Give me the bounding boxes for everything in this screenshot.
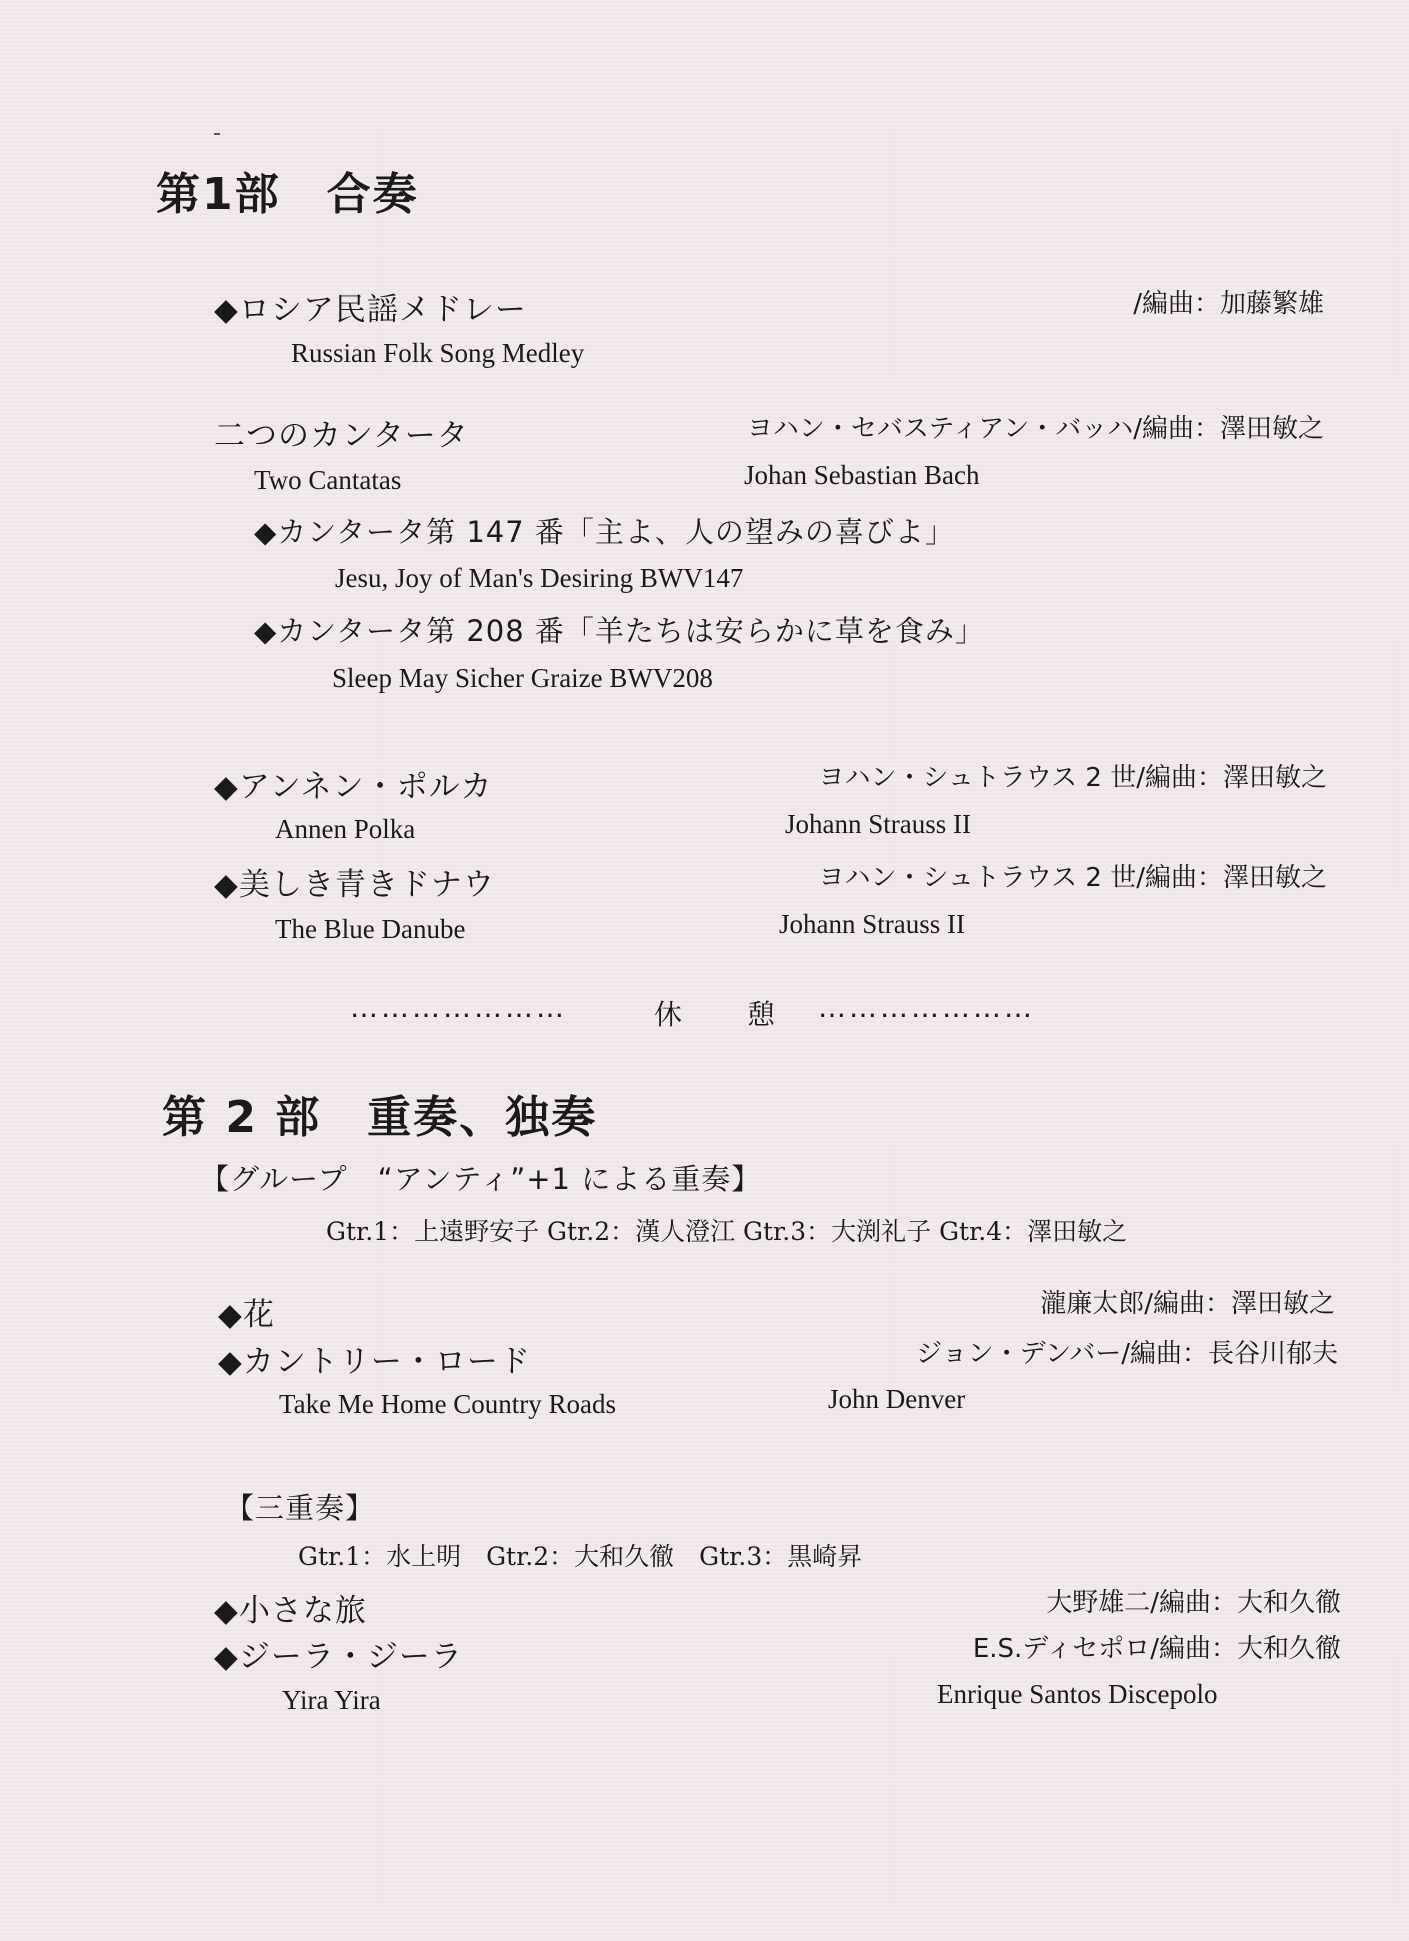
cantata147-title: ◆カンタータ第 147 番「主よ、人の望みの喜びよ」	[254, 515, 955, 549]
yira-credit-en: Enrique Santos Discepolo	[937, 1679, 1218, 1709]
danube-credit: ヨハン・シュトラウス 2 世/編曲：澤田敏之	[818, 863, 1327, 893]
part2-title: 第 2 部 重奏、独奏	[162, 1092, 598, 1143]
group2-heading: 【三重奏】	[225, 1491, 376, 1525]
country-credit-en: John Denver	[828, 1384, 966, 1414]
cantata208-en: Sleep May Sicher Graize BWV208	[332, 663, 713, 693]
country-credit: ジョン・デンバー/編曲：長谷川郁夫	[916, 1339, 1338, 1369]
group1-members: Gtr.1：上遠野安子 Gtr.2：漢人澄江 Gtr.3：大渕礼子 Gtr.4：澤田敏之	[326, 1217, 1128, 1246]
cantata147-en: Jesu, Joy of Man's Desiring BWV147	[335, 563, 744, 593]
print-speck	[214, 133, 220, 135]
hana-title: ◆花	[218, 1297, 275, 1333]
intermission-dots-left: …………………	[350, 991, 567, 1024]
annen-credit: ヨハン・シュトラウス 2 世/編曲：澤田敏之	[818, 763, 1327, 793]
danube-credit-en: Johann Strauss II	[779, 909, 965, 939]
danube-title: ◆美しき青きドナウ	[214, 867, 495, 903]
annen-en: Annen Polka	[275, 814, 416, 844]
cantatas-credit: ヨハン・セバスティアン・バッハ/編曲：澤田敏之	[746, 414, 1324, 444]
intermission-dots-right: …………………	[818, 991, 1035, 1024]
intermission-label: 休 憩	[654, 998, 779, 1031]
hana-credit: 瀧廉太郎/編曲：澤田敏之	[1040, 1289, 1335, 1319]
group2-members: Gtr.1：水上明 Gtr.2：大和久徹 Gtr.3：黒崎昇	[298, 1542, 863, 1571]
annen-credit-en: Johann Strauss II	[785, 809, 971, 839]
annen-title: ◆アンネン・ポルカ	[214, 769, 493, 805]
russian-title: ◆ロシア民謡メドレー	[214, 292, 527, 328]
cantata208-title: ◆カンタータ第 208 番「羊たちは安らかに草を食み」	[254, 614, 985, 648]
yira-en: Yira Yira	[282, 1685, 381, 1715]
tabi-title: ◆小さな旅	[214, 1593, 367, 1629]
group1-heading: 【グループ “アンティ”+1 による重奏】	[200, 1162, 762, 1196]
tabi-credit: 大野雄二/編曲：大和久徹	[1046, 1588, 1341, 1618]
yira-credit: E.S.ディセポロ/編曲：大和久徹	[972, 1634, 1341, 1664]
cantatas-en: Two Cantatas	[254, 465, 402, 495]
country-en: Take Me Home Country Roads	[279, 1389, 617, 1419]
cantatas-title: 二つのカンタータ	[214, 418, 469, 454]
cantatas-credit-en: Johan Sebastian Bach	[744, 460, 980, 490]
yira-title: ◆ジーラ・ジーラ	[214, 1639, 463, 1675]
russian-credit: /編曲：加藤繁雄	[1133, 289, 1324, 319]
russian-en: Russian Folk Song Medley	[291, 338, 585, 368]
danube-en: The Blue Danube	[275, 914, 466, 944]
country-title: ◆カントリー・ロード	[218, 1344, 531, 1380]
part1-title: 第1部 合奏	[156, 169, 419, 220]
